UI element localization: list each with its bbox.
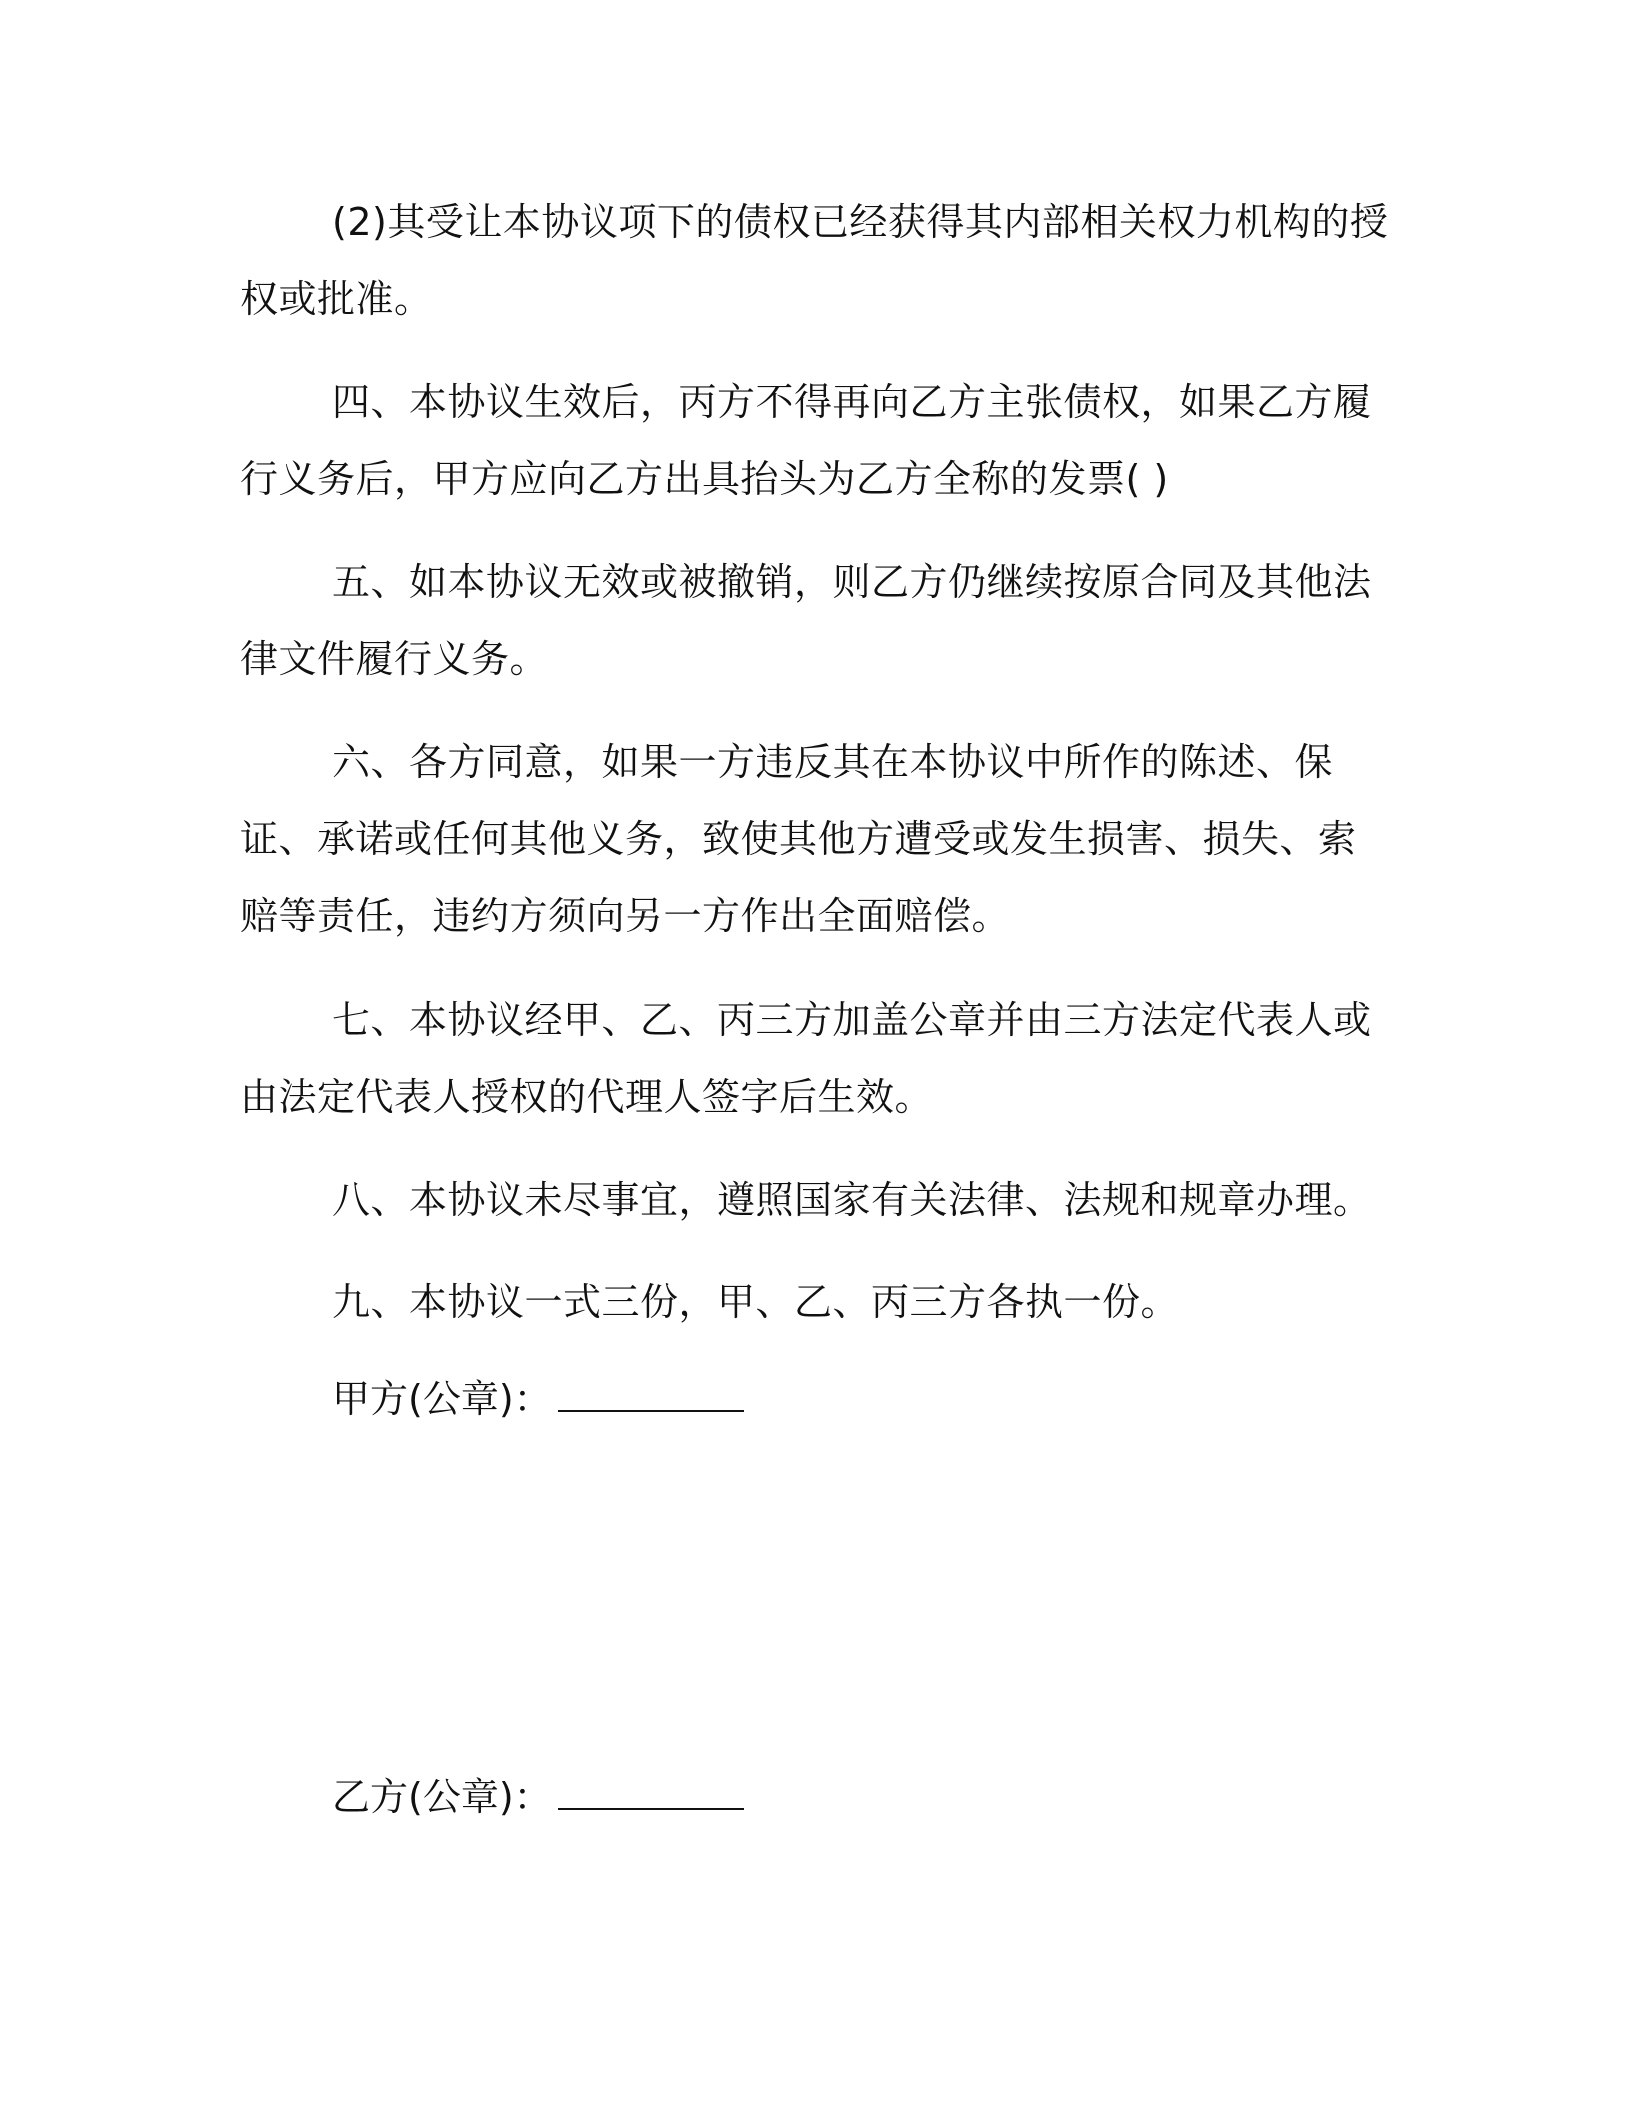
clause-7-paragraph: 七、本协议经甲、乙、丙三方加盖公章并由三方法定代表人或由法定代表人授权的代理人签字后生效。 (240, 998, 1372, 1119)
party-b-signature-line (332, 1772, 744, 1822)
clause-9-paragraph: 九、本协议一式三份，甲、乙、丙三方各执一份。 (332, 1280, 1180, 1324)
party-b-label: 乙方(公章)： (332, 1775, 552, 1819)
clause-8-paragraph: 八、本协议未尽事宜，遵照国家有关法律、法规和规章办理。 (332, 1178, 1372, 1222)
party-a-label: 甲方(公章)： (332, 1377, 552, 1421)
clause-6-paragraph: 六、各方同意，如果一方违反其在本协议中所作的陈述、保证、承诺或任何其他义务，致使其他方遭受或发生损害、损失、索赔等责任，违约方须向另一方作出全面赔偿。 (240, 740, 1357, 938)
party-a-blank[interactable] (558, 1376, 744, 1412)
party-a-signature-line (332, 1374, 744, 1424)
clause-3-2-paragraph: (2)其受让本协议项下的债权已经获得其内部相关权力机构的授权或批准。 (240, 200, 1389, 321)
clause-5-paragraph: 五、如本协议无效或被撤销，则乙方仍继续按原合同及其他法律文件履行义务。 (240, 560, 1372, 681)
party-b-blank[interactable] (558, 1774, 744, 1810)
clause-4-paragraph: 四、本协议生效后，丙方不得再向乙方主张债权，如果乙方履行义务后，甲方应向乙方出具抬头为乙方全称的发票( ) (240, 380, 1372, 501)
